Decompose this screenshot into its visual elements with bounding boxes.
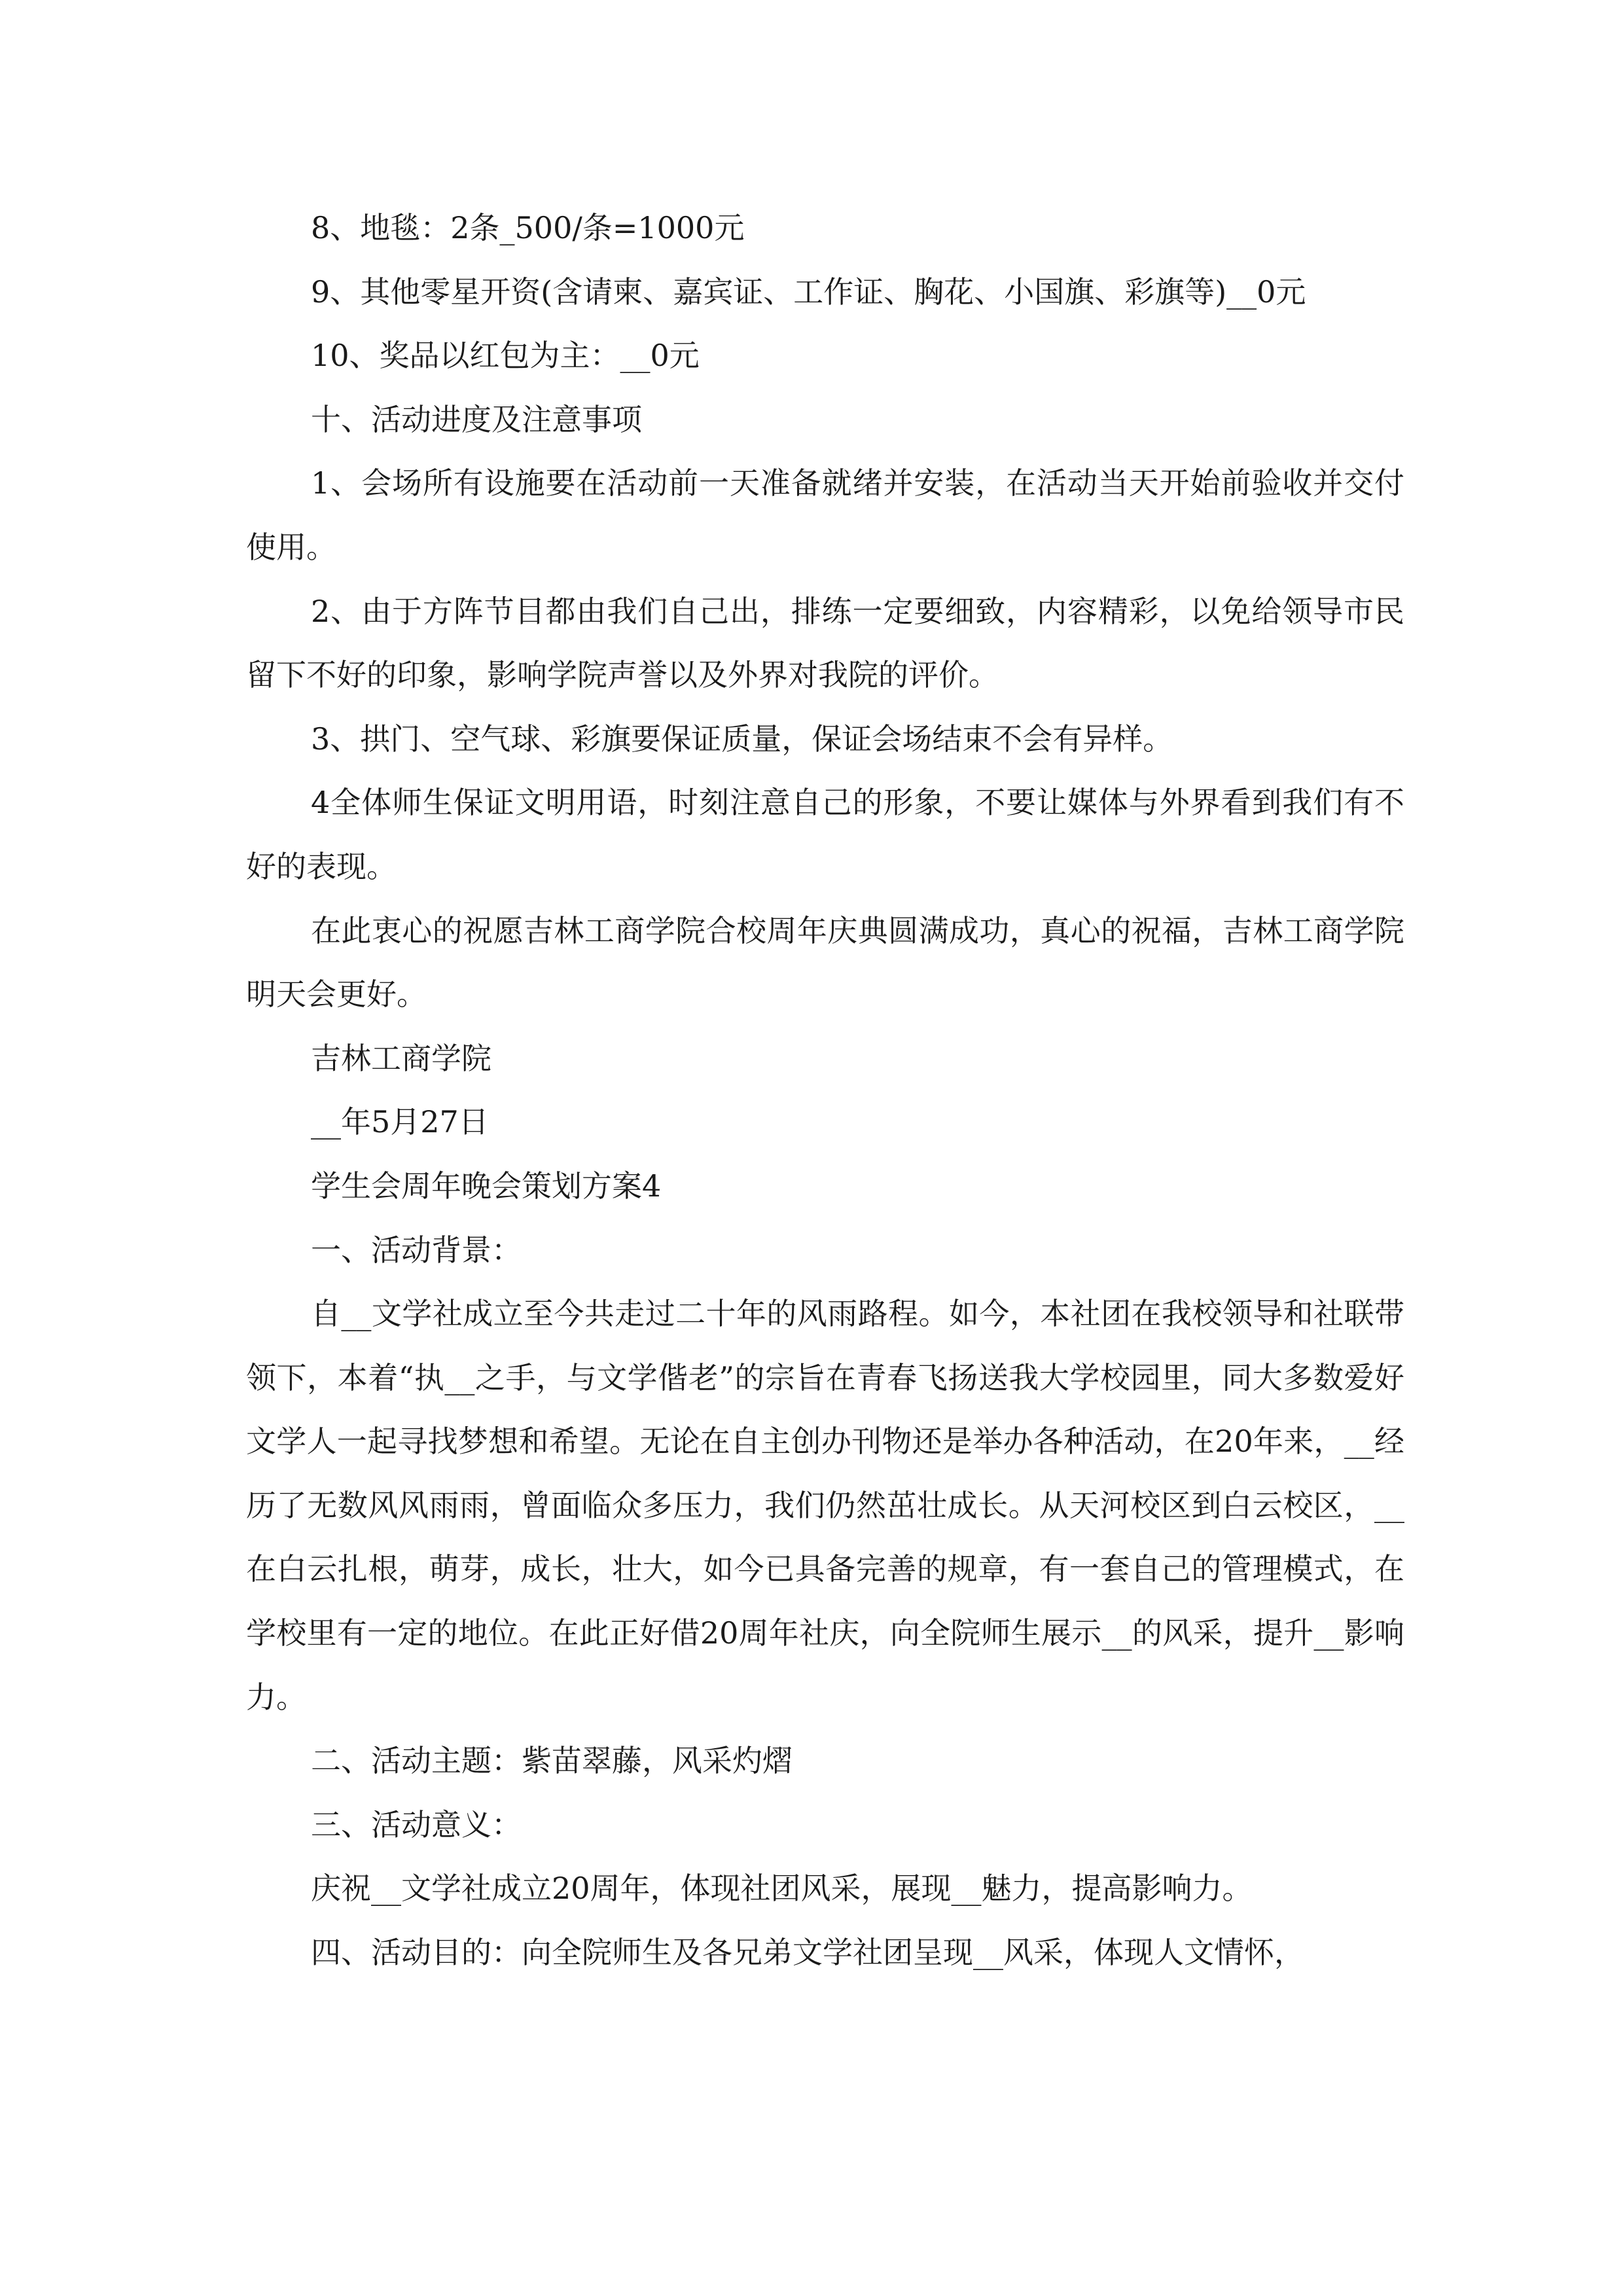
budget-item-prizes: 10、奖品以红包为主：__0元 [311, 338, 700, 374]
note-item-4: 4全体师生保证文明用语，时刻注意自己的形象，不要让媒体与外界看到我们有不好的表现。 [246, 785, 1404, 884]
section-heading-theme: 二、活动主题：紫苗翠藤，风采灼熠 [311, 1743, 793, 1779]
background-paragraph: 自__文学社成立至今共走过二十年的风雨路程。如今，本社团在我校领导和社联带领下，本着“执__之手，与文学偕老”的宗旨在青春飞扬送我大学校园里，同大多数爱好文学人一起寻找梦想和希望。无论在自主创办刊物还是举办各种活动，在20年来，__经历了无数风风雨雨，曾面临众多压力，我们仍然茁壮成长。从天河校区到白云校区，__在白云扎根，萌芽，成长，壮大，如今已具备完善的规章，有一套自己的管理模式，在学校里有一定的地位。在此正好借20周年社庆，向全院师生展示__的风采，提升__影响力。 [246, 1296, 1404, 1715]
budget-item-misc-expenses: 9、其他零星开资(含请柬、嘉宾证、工作证、胸花、小国旗、彩旗等)__0元 [311, 274, 1306, 310]
section-heading-progress-notes: 十、活动进度及注意事项 [311, 401, 642, 437]
signature-org: 吉林工商学院 [311, 1040, 491, 1076]
significance-paragraph: 庆祝__文学社成立20周年，体现社团风采，展现__魅力，提高影响力。 [311, 1871, 1253, 1907]
section-heading-background: 一、活动背景： [311, 1232, 522, 1268]
note-item-1: 1、会场所有设施要在活动前一天准备就绪并安装，在活动当天开始前验收并交付使用。 [246, 465, 1404, 565]
plan-title: 学生会周年晚会策划方案4 [311, 1168, 662, 1204]
document-body [246, 196, 1404, 1985]
budget-item-carpet: 8、地毯：2条_500/条=1000元 [311, 210, 745, 245]
section-heading-purpose: 四、活动目的：向全院师生及各兄弟文学社团呈现__风采，体现人文情怀， [311, 1935, 1304, 1971]
closing-wish: 在此衷心的祝愿吉林工商学院合校周年庆典圆满成功，真心的祝福，吉林工商学院明天会更好。 [246, 912, 1404, 1013]
signature-date: __年5月27日 [311, 1104, 489, 1140]
note-item-2: 2、由于方阵节目都由我们自己出，排练一定要细致，内容精彩，以免给领导市民留下不好的印象，影响学院声誉以及外界对我院的评价。 [246, 593, 1404, 693]
note-item-3: 3、拱门、空气球、彩旗要保证质量，保证会场结束不会有异样。 [311, 721, 1173, 757]
section-heading-significance: 三、活动意义： [311, 1806, 522, 1842]
